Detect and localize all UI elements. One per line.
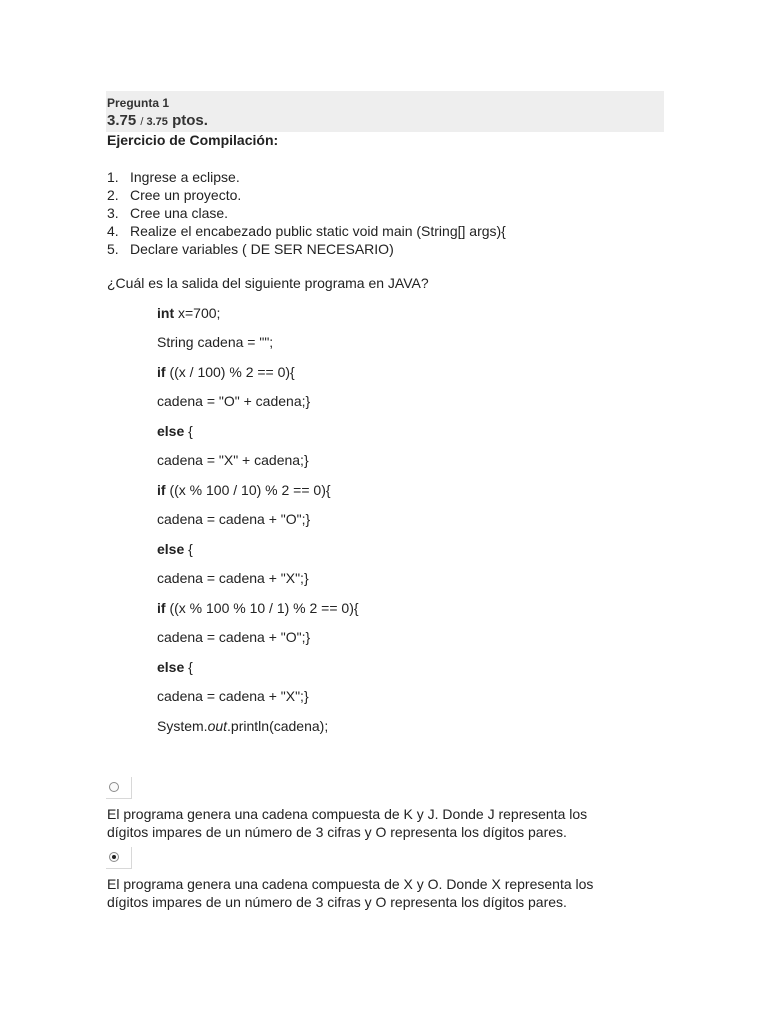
code-keyword: else [157,541,185,557]
code-text: ((x % 100 / 10) % 2 == 0){ [165,482,331,498]
code-line: String cadena = ""; [157,334,274,350]
step-number: 3. [107,205,119,221]
code-text: { [184,659,193,675]
exercise-heading: Ejercicio de Compilación: [107,132,279,148]
step-item [107,168,506,186]
code-text: { [184,423,193,439]
code-keyword: int [157,305,175,321]
code-text: .println(cadena); [227,718,329,734]
answer-line: dígitos impares de un número de 3 cifras y O representa los dígitos pares. [107,824,567,840]
code-italic: out [207,718,228,734]
step-text: Declare variables ( DE SER NECESARIO) [130,241,394,257]
step-text: Cree una clase. [130,205,229,221]
steps-list [107,168,506,258]
answer-option-2-radio-box[interactable] [106,847,132,869]
answer-option-1-radio-box[interactable] [106,777,132,799]
step-item [107,240,506,258]
code-line: cadena = cadena + "X";} [157,570,309,586]
code-text: ((x % 100 % 10 / 1) % 2 == 0){ [165,600,359,616]
code-line [157,482,331,499]
code-line: cadena = cadena + "O";} [157,511,311,527]
code-text: ((x / 100) % 2 == 0){ [165,364,295,380]
code-line: cadena = cadena + "X";} [157,688,309,704]
answer-line: dígitos impares de un número de 3 cifras y O representa los dígitos pares. [107,894,567,910]
max-score: 3.75 [146,116,168,128]
code-line: cadena = "X" + cadena;} [157,452,309,468]
score-separator: / [140,116,144,128]
answer-option-1-text [107,805,667,841]
code-line [157,364,295,381]
code-line: cadena = cadena + "O";} [157,629,311,645]
step-number: 2. [107,187,119,203]
code-keyword: if [157,482,166,498]
radio-button-checked[interactable] [109,852,119,862]
code-line [157,541,193,558]
code-keyword: else [157,423,185,439]
step-item [107,222,506,240]
code-text: System. [157,718,208,734]
radio-button-unchecked[interactable] [109,782,119,792]
step-text: Cree un proyecto. [130,187,242,203]
step-item [107,204,506,222]
code-text: x=700; [174,305,221,321]
step-number: 5. [107,241,119,257]
step-text: Ingrese a eclipse. [130,169,240,185]
answer-line: El programa genera una cadena compuesta de K y J. Donde J representa los [107,806,588,822]
code-line [157,718,328,735]
answer-line: El programa genera una cadena compuesta de X y O. Donde X representa los [107,876,594,892]
score-value: 3.75 [107,112,137,129]
step-text: Realize el encabezado public static void main (String[] args){ [130,223,506,239]
step-number: 1. [107,169,119,185]
question-title: Pregunta 1 [107,96,170,110]
code-line [157,305,220,322]
answer-option-2-text [107,875,667,911]
code-line [157,659,193,676]
code-text: { [184,541,193,557]
code-keyword: if [157,364,166,380]
code-keyword: else [157,659,185,675]
code-line: cadena = "O" + cadena;} [157,393,311,409]
question-prompt: ¿Cuál es la salida del siguiente programa en JAVA? [107,275,429,291]
question-score [107,112,208,131]
step-number: 4. [107,223,119,239]
code-line [157,423,193,440]
code-keyword: if [157,600,166,616]
step-item [107,186,506,204]
code-line [157,600,359,617]
points-label: ptos. [172,112,208,129]
